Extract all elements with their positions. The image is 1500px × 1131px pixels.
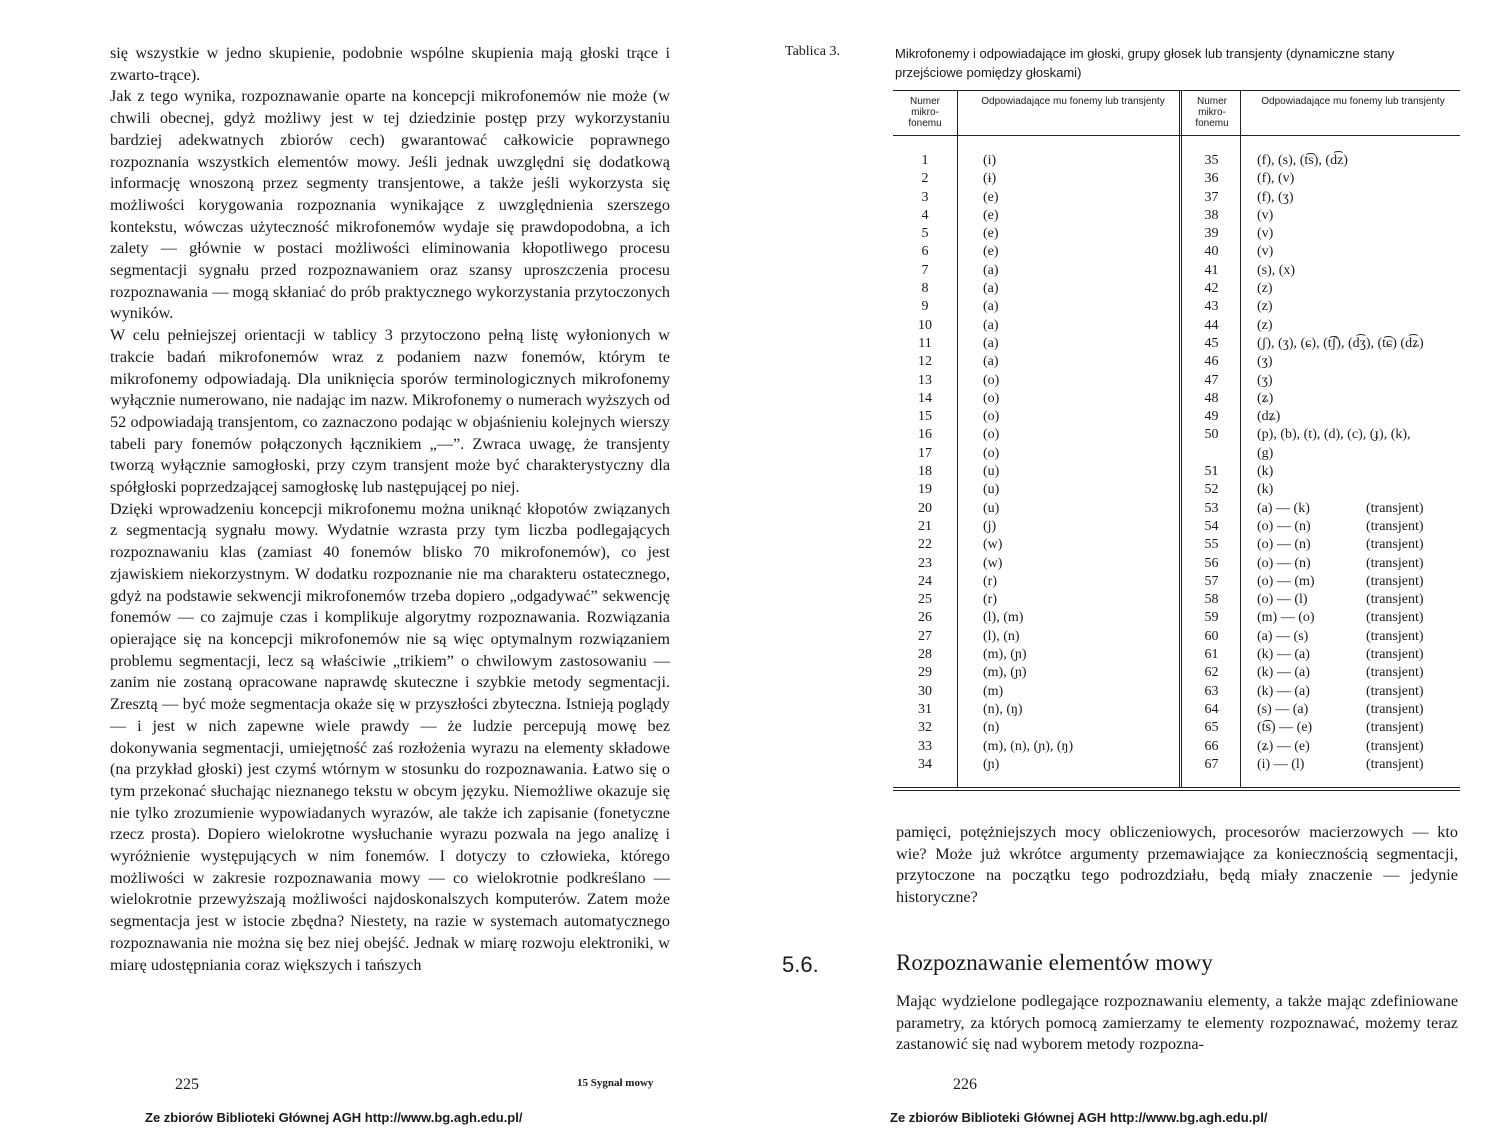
phoneme-cell: (a) — (k): [1257, 500, 1310, 516]
micro-number: 67: [1204, 756, 1219, 772]
micro-number: 7: [921, 262, 929, 278]
micro-number: 21: [918, 518, 932, 534]
micro-number: 39: [1204, 226, 1219, 242]
phoneme-cell: (o): [983, 409, 1000, 425]
table-row: [893, 335, 1460, 353]
micro-number: 63: [1204, 683, 1219, 699]
header-phonemes-right: Odpowiadające mu fonemy lub transjenty: [1261, 96, 1445, 107]
phoneme-cell: (k): [1257, 464, 1274, 480]
phoneme-cell: (i) — (l): [1257, 756, 1305, 772]
phoneme-cell: (u): [983, 482, 1000, 498]
micro-number: 61: [1204, 647, 1219, 663]
transient-note: (transjent): [1366, 683, 1424, 699]
table-row: [893, 683, 1460, 701]
transient-note: (transjent): [1366, 573, 1424, 589]
micro-number: 23: [918, 555, 932, 571]
micro-number: 30: [918, 683, 932, 699]
transient-note: (transjent): [1366, 610, 1424, 626]
micro-number: 33: [918, 738, 932, 754]
phoneme-cell: (o): [983, 427, 1000, 443]
phoneme-cell: (ʒ): [1257, 354, 1273, 370]
section-number: 5.6.: [782, 952, 819, 977]
micro-number: 3: [921, 189, 929, 205]
table-row: [893, 426, 1460, 444]
transient-note: (transjent): [1366, 756, 1424, 772]
table-bottom-rule: [893, 790, 1460, 791]
micro-number: 65: [1204, 720, 1219, 736]
micro-number: 40: [1204, 244, 1219, 260]
phoneme-cell: (r): [983, 592, 997, 608]
micro-number: 12: [918, 354, 932, 370]
sheet-signature: 15 Sygnał mowy: [577, 1077, 654, 1089]
table-row: [893, 481, 1460, 499]
micro-number: 9: [921, 299, 929, 315]
micro-number: 50: [1204, 427, 1219, 443]
phoneme-cell: (o) — (n): [1257, 537, 1311, 553]
phoneme-cell: (u): [983, 500, 1000, 516]
micro-number: 60: [1204, 628, 1219, 644]
library-footer: Ze zbiorów Biblioteki Głównej AGH http://www.bg.agh.edu.pl/: [890, 1110, 1268, 1125]
micro-number: 48: [1204, 390, 1219, 406]
micro-number: 41: [1204, 262, 1219, 278]
micro-number: 18: [918, 464, 932, 480]
phoneme-cell: (m), (ɲ): [983, 647, 1027, 663]
phoneme-cell: (o) — (m): [1257, 573, 1315, 589]
table-row: [893, 408, 1460, 426]
micro-number: 24: [918, 573, 932, 589]
micro-number: 51: [1204, 464, 1219, 480]
micro-number: 47: [1204, 372, 1219, 388]
phoneme-cell: (s), (x): [1257, 262, 1296, 278]
micro-number: 64: [1204, 701, 1219, 717]
phoneme-cell: (m) — (o): [1257, 610, 1315, 626]
table-row: [893, 207, 1460, 225]
header-number-right: Numer mikro-fonemu: [1195, 96, 1229, 129]
table-row: [893, 298, 1460, 316]
transient-note: (transjent): [1366, 518, 1424, 534]
table-top-rule: [893, 90, 1460, 91]
table-row: [893, 664, 1460, 682]
table-row: [893, 555, 1460, 573]
phoneme-cell: (n), (ŋ): [983, 701, 1023, 717]
micro-number: 49: [1204, 409, 1219, 425]
paragraph: Mając wydzielone podlegające rozpoznawaniu elementy, a także mając zdefiniowane parametry, za których pomocą zamierzamy te elementy rozpoznawać, możemy teraz zastanowić się nad wyborem metody rozpozna-: [896, 992, 1458, 1054]
phoneme-cell: (r): [983, 573, 997, 589]
phoneme-cell: (l), (n): [983, 628, 1020, 644]
table-row: [893, 719, 1460, 737]
phoneme-cell: (k) — (a): [1257, 665, 1310, 681]
table-row: [893, 280, 1460, 298]
transient-note: (transjent): [1366, 701, 1424, 717]
section-paragraph: [896, 991, 1458, 1056]
micro-number: 56: [1204, 555, 1219, 571]
micro-number: 32: [918, 720, 932, 736]
micro-number: 62: [1204, 665, 1219, 681]
table-row: [893, 463, 1460, 481]
table-row: [893, 243, 1460, 261]
phoneme-cell: (ʃ), (ʒ), (ɕ), (t͡ʃ), (d͡ʒ), (t͡ɕ) (d͡ʑ): [1257, 335, 1424, 351]
phoneme-cell: (o): [983, 445, 1000, 461]
micro-number: 28: [918, 647, 932, 663]
micro-number: 53: [1204, 500, 1219, 516]
phoneme-cell: (s) — (a): [1257, 701, 1309, 717]
micro-number: 44: [1204, 317, 1219, 333]
paragraph: się wszystkie w jedno skupienie, podobnie wspólne skupienia mają głoski trące i zwarto-trące).: [110, 44, 670, 84]
table-header-rule: [893, 135, 1460, 136]
page-number: 225: [175, 1076, 199, 1093]
transient-note: (transjent): [1366, 537, 1424, 553]
phoneme-cell: (t͡s) — (e): [1257, 720, 1313, 736]
table-row: [893, 500, 1460, 518]
micro-number: 22: [918, 537, 932, 553]
phoneme-cell: (l), (m): [983, 610, 1024, 626]
table-row: [893, 738, 1460, 756]
table-row: [893, 152, 1460, 170]
micro-number: 20: [918, 500, 932, 516]
paragraph: W celu pełniejszej orientacji w tablicy 3 przytoczono pełną listę wyłonionych w trakcie badań mikrofonemów wraz z podaniem nazw fonemów, którym te mikrofonemy odpowiadają. Dla uniknięcia sporów terminologicznych mikrofonemy wyłącznie numerowano, nie nadając im nazw. Mikrofonemy o numerach wyższych od 52 odpowiadają transjentom, co zaznaczono podając w objaśnieniu kolejnych wierszy tabeli pary fonemów połączonych łącznikiem „—”. Zwraca uwagę, że transjenty tworzą wyłącznie samogłoski, przy czym transjent może być charakterystyczny dla spółgłoski poprzedzającej samogłoskę lub następującej po niej.: [110, 326, 670, 497]
micro-number: 36: [1204, 171, 1219, 187]
micro-number: 46: [1204, 354, 1219, 370]
micro-number: 4: [921, 207, 929, 223]
phoneme-cell: (z): [1257, 299, 1273, 315]
phoneme-cell: (m), (n), (ɲ), (ŋ): [983, 738, 1074, 754]
phoneme-cell: (ɨ): [983, 171, 997, 187]
transient-note: (transjent): [1366, 628, 1424, 644]
transient-note: (transjent): [1366, 738, 1424, 754]
phoneme-cell: (a): [983, 299, 999, 315]
section-title: Rozpoznawanie elementów mowy: [896, 950, 1213, 975]
micro-number: 29: [918, 665, 932, 681]
phoneme-cell: (w): [983, 555, 1003, 571]
micro-number: 27: [918, 628, 932, 644]
phoneme-cell: (a) — (s): [1257, 628, 1309, 644]
micro-number: 35: [1204, 153, 1219, 168]
micro-number: 2: [921, 171, 929, 187]
phoneme-cell: (f), (v): [1257, 171, 1295, 187]
phoneme-cell: (o): [983, 390, 1000, 406]
table-row: [893, 170, 1460, 188]
phoneme-cell: (a): [983, 335, 999, 351]
phoneme-cell: (v): [1257, 226, 1274, 242]
transient-note: (transjent): [1366, 647, 1424, 663]
micro-number: 11: [918, 335, 932, 351]
phoneme-cell: (e): [983, 189, 999, 205]
paragraph: Dzięki wprowadzeniu koncepcji mikrofonemu można uniknąć kłopotów związanych z segmentacją sygnału mowy. Wydatnie wzrasta przy tym liczba podlegających rozpoznawaniu klas (zamiast 40 fonemów blisko 70 mikrofonemów), co jest zjawiskiem niekorzystnym. W dodatku rozpoznanie nie ma charakteru ostatecznego, gdyż na podstawie sekwencji mikrofonemów trzeba dopiero „odgadywać” sekwencję fonemów — co zajmuje czas i komplikuje algorytmy rozpoznawania. Rozwiązania opierające się na koncepcji mikrofonemów nie są więc optymalnym rozwiązaniem problemu segmentacji, lecz są właściwie „trikiem” o chwilowym zastosowaniu — zanim nie zostaną opracowane naprawdę skuteczne i szybkie metody segmentacji. Zresztą — być może segmentacja okaże się w przyszłości zbyteczna. Istnieją poglądy — i jest w nich zapewne wiele prawdy — że ludzie percepują mowę bez dokonywania segmentacji, umiejętność zaś rozłożenia wyrazu na elementy składowe (na przykład głoski) jest czymś wtórnym w stosunku do rozpoznawania. Łatwo się o tym przekonać słuchając nieznanego tekstu w obcym języku. Niemożliwe okazuje się nie tylko zrozumienie wypowiadanych wyrazów, ale także ich zapisanie (fonetyczne rzecz prosta). Dopiero wielokrotne wysłuchanie wyrazu pozwala na jego analizę i wyróżnienie występujących w nim fonemów. I dotyczy to człowieka, którego możliwości w zakresie rozpoznawania mowy — co wielokrotnie podkreślano — wielokrotnie przewyższają możliwości najdoskonalszych komputerów. Zatem może segmentacja jest w istocie zbędna? Niestety, na razie w systemach automatycznego rozpoznawania nie można się bez niej obejść. Jednak w miarę rozwoju elektroniki, w miarę udostępniania coraz większych i tańszych: [110, 499, 670, 974]
phoneme-cell: (ʒ): [1257, 372, 1273, 388]
phoneme-cell: (z): [1257, 317, 1273, 333]
table-row: [893, 591, 1460, 609]
micro-number: 55: [1204, 537, 1219, 553]
phoneme-cell: (v): [1257, 207, 1274, 223]
micro-number: 43: [1204, 299, 1219, 315]
table-row: [893, 609, 1460, 627]
micro-number: 25: [918, 592, 932, 608]
micro-number: 5: [921, 226, 929, 242]
phoneme-cell: (f), (s), (t͡s), (d͡z): [1257, 153, 1348, 168]
phoneme-cell: (o): [983, 372, 1000, 388]
micro-number: 8: [921, 281, 929, 297]
header-number-left: Numer mikro-fonemu: [908, 96, 942, 129]
phoneme-cell: (a): [983, 317, 999, 333]
table-row: [893, 701, 1460, 719]
micro-number: 42: [1204, 281, 1219, 297]
phoneme-cell: (j): [983, 518, 997, 534]
phoneme-cell: (o) — (n): [1257, 518, 1311, 534]
phoneme-cell: (k): [1257, 482, 1274, 498]
table-row: [893, 628, 1460, 646]
continuation-paragraph: [896, 822, 1458, 909]
phoneme-cell: (u): [983, 464, 1000, 480]
phoneme-cell: (o) — (l): [1257, 592, 1308, 608]
paragraph: pamięci, potężniejszych mocy obliczeniowych, procesorów macierzowych — kto wie? Może już wkrótce argumenty przemawiające za koniecznością segmentacji, przytoczone na początku tego podrozdziału, będą miały znaczenie — jedynie historyczne?: [896, 823, 1458, 907]
phoneme-cell: (e): [983, 226, 999, 242]
phoneme-cell: (f), (ʒ): [1257, 189, 1294, 205]
table-caption: Mikrofonemy i odpowiadające im głoski, grupy głosek lub transjenty (dynamiczne stany przejściowe pomiędzy głoskami): [895, 46, 1395, 80]
table-label: Tablica 3.: [785, 44, 840, 59]
phoneme-cell: (m), (ɲ): [983, 665, 1027, 681]
table-row: [893, 518, 1460, 536]
micro-number: 19: [918, 482, 932, 498]
micro-number: 6: [921, 244, 929, 260]
table-body: [893, 152, 1460, 774]
micro-number: 45: [1204, 335, 1219, 351]
phoneme-cell: (e): [983, 244, 999, 260]
table-row: [893, 317, 1460, 335]
micro-number: 52: [1204, 482, 1219, 498]
phoneme-cell: (p), (b), (t), (d), (c), (ɟ), (k),: [1257, 427, 1411, 443]
transient-note: (transjent): [1366, 720, 1424, 736]
phoneme-cell: (i): [983, 153, 997, 168]
phoneme-cell: (ʑ) — (e): [1257, 738, 1310, 754]
phoneme-cell: (w): [983, 537, 1003, 553]
table-row: [893, 372, 1460, 390]
micro-number: 10: [918, 317, 932, 333]
table-row: [893, 536, 1460, 554]
table-row: [893, 262, 1460, 280]
library-footer: Ze zbiorów Biblioteki Głównej AGH http://www.bg.agh.edu.pl/: [145, 1110, 523, 1125]
table-row: [893, 353, 1460, 371]
micro-number: 37: [1204, 189, 1219, 205]
phoneme-cell: (v): [1257, 244, 1274, 260]
phoneme-cell: (g): [1257, 445, 1274, 461]
paragraph: Jak z tego wynika, rozpoznawanie oparte na koncepcji mikrofonemów nie może (w chwili obecnej, gdyż możliwy jest w tej dziedzinie postęp przy wykorzystaniu bardziej adekwatnych zbiorów cech) gwarantować całkowicie poprawnego rozpoznania wszystkich elementów mowy. Jeśli jednak uwzględni się dodatkową informację wnoszoną przez segmenty transjentowe, a także jeśli wykorzysta się możliwości korygowania rozpoznania wynikające z uwzględnienia szerszego kontekstu, wówczas użyteczność mikrofonemów wydaje się prawdopodobna, a ich zalety — głównie w postaci możliwości eliminowania kłopotliwego procesu segmentacji sygnału przed rozpoznawaniem oraz szansy uproszczenia procesu rozpoznawania — mogą skłaniać do prób praktycznego wykorzystania przytoczonych wyników.: [110, 87, 670, 323]
transient-note: (transjent): [1366, 592, 1424, 608]
micro-number: 1: [921, 153, 929, 168]
phoneme-cell: (k) — (a): [1257, 683, 1310, 699]
table-row: [893, 756, 1460, 774]
micro-number: 16: [918, 427, 932, 443]
header-phonemes-left: Odpowiadające mu fonemy lub transjenty: [981, 96, 1165, 107]
phoneme-cell: (dʑ): [1257, 409, 1281, 425]
left-page-body: [110, 43, 670, 976]
micro-number: 58: [1204, 592, 1219, 608]
micro-number: 66: [1204, 738, 1219, 754]
phoneme-cell: (ʑ): [1257, 390, 1274, 406]
phoneme-cell: (a): [983, 262, 999, 278]
page-number: 226: [953, 1076, 977, 1093]
micro-number: 59: [1204, 610, 1219, 626]
phoneme-cell: (e): [983, 207, 999, 223]
micro-number: 13: [918, 372, 932, 388]
table-row: [893, 573, 1460, 591]
table-bottom-rule: [893, 787, 1460, 788]
transient-note: (transjent): [1366, 500, 1424, 516]
micro-number: 38: [1204, 207, 1219, 223]
micro-number: 34: [918, 756, 932, 772]
micro-number: 17: [918, 445, 932, 461]
phoneme-cell: (n): [983, 720, 1000, 736]
phoneme-cell: (m): [983, 683, 1004, 699]
micro-number: 31: [918, 701, 932, 717]
transient-note: (transjent): [1366, 555, 1424, 571]
phoneme-cell: (o) — (n): [1257, 555, 1311, 571]
phoneme-cell: (k) — (a): [1257, 647, 1310, 663]
micro-number: 14: [918, 390, 932, 406]
transient-note: (transjent): [1366, 665, 1424, 681]
phoneme-cell: (ɲ): [983, 756, 1000, 772]
table-row: [893, 445, 1460, 463]
table-row: [893, 225, 1460, 243]
right-page: [750, 0, 1500, 1131]
phoneme-cell: (a): [983, 354, 999, 370]
micro-number: 26: [918, 610, 932, 626]
micro-number: 57: [1204, 573, 1219, 589]
table-row: [893, 390, 1460, 408]
micro-number: 54: [1204, 518, 1219, 534]
phoneme-cell: (a): [983, 281, 999, 297]
table-row: [893, 189, 1460, 207]
micro-number: 15: [918, 409, 932, 425]
table-row: [893, 646, 1460, 664]
phoneme-cell: (z): [1257, 281, 1273, 297]
